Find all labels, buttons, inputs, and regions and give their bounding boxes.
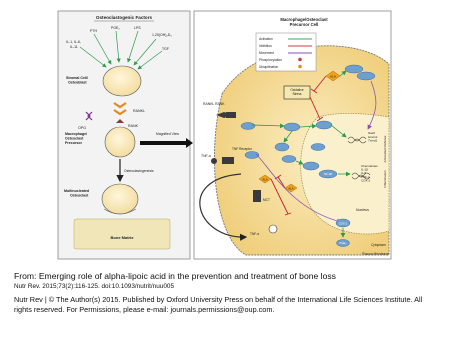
factor-il-11: IL-11	[70, 45, 78, 49]
factor-vitamin-d: 1,25(OH)₂D₃	[152, 33, 172, 37]
inflammation-genes: Chemokines IL-1β IL-6 TNF-α COX-2	[361, 164, 378, 183]
factor-lps: LPS	[134, 26, 141, 30]
rank-label-left: RANK	[128, 124, 138, 128]
bone-matrix-label: Bone Matrix	[110, 235, 134, 240]
oxidative-stress-label: Oxidative Stress	[290, 88, 304, 96]
tnf-alpha-label-bottom: TNF-α	[250, 232, 260, 236]
nf-kb-label: NF-κB	[324, 172, 332, 176]
ala-label-top: ALA	[330, 74, 336, 79]
rankl-rank-label: RANKL RANK	[203, 102, 225, 106]
caption-rights: Nutr Rev | © The Author(s) 2015. Published by Oxford University Press on behalf of the International Life Sciences Institute. All rights reserved. For Permissions, please e-mail: journals.permissions@oup.com.	[14, 295, 423, 314]
right-cell-title: Macrophage/Osteoclast Precursor Cell	[280, 17, 328, 27]
legend-swatch-3	[298, 58, 302, 62]
factor-tgf: TGF	[162, 47, 169, 51]
legend-label-2: Movement	[259, 51, 274, 55]
legend-label-4: Ubiquitination	[259, 65, 279, 69]
osteoclastogenic-factors-title: Osteoclastogenic Factors	[95, 15, 153, 20]
figure-caption	[14, 271, 442, 314]
magnified-view-label: Magnified View	[156, 132, 179, 136]
tnf-alpha-ligand	[211, 158, 217, 164]
precursor-cell	[105, 127, 135, 157]
antioxidant-genes: Sod2 Hmox1 Txnrd1	[368, 131, 378, 143]
cox2-label: COX-2	[338, 221, 348, 226]
rankl-label: RANKL	[133, 109, 145, 113]
stromal-cell-label: Stromal Cell/ Osteoblast	[66, 76, 88, 85]
legend-label-3: Phosphorylation	[259, 58, 282, 62]
tnf-alpha-label-top: TNF-α	[201, 154, 211, 158]
ala-label-mid: ALA	[288, 186, 294, 191]
osteoclastogenesis-label: Osteoclastogenesis	[124, 169, 154, 173]
factor-pge2: PGE₂	[111, 26, 120, 30]
caption-title: From: Emerging role of alpha-lipoic acid in the prevention and treatment of bone loss	[14, 271, 336, 281]
factor-il-1-il-6: IL-1, IL-6,	[66, 40, 81, 44]
legend-swatch-4	[298, 65, 302, 69]
factor-pth: PTH	[90, 29, 97, 33]
tnf-receptor	[222, 157, 234, 164]
tnf-receptor-label: TNF Receptor	[232, 147, 253, 151]
mct-label: MCT	[263, 198, 270, 202]
stromal-cell	[103, 66, 141, 96]
legend-label-1: Inhibition	[259, 44, 272, 48]
bone-matrix	[74, 219, 170, 249]
nucleus-label: Nucleus	[356, 208, 369, 212]
multinucleated-osteoclast	[102, 184, 138, 214]
antioxidant-defense-label: Antioxidant Defense	[383, 135, 387, 163]
mct-transporter	[253, 190, 261, 202]
pge2-label: PGE₂	[339, 241, 347, 246]
bone-loss-pathway-figure	[56, 9, 393, 263]
opg-label: OPG	[78, 126, 86, 130]
cytoplasm-label: Cytoplasm	[371, 243, 387, 247]
plasma-membrane-label: Plasma Membrane	[362, 252, 389, 256]
legend	[256, 33, 316, 71]
caption-citation: Nutr Rev. 2015;73(2):116-125. doi:10.1093/nutrit/nuu005	[14, 283, 174, 290]
legend-label-0: Activation	[259, 37, 273, 41]
tnf-alpha-bottom-node	[269, 225, 277, 233]
precursor-label: Macrophage/ Osteoclast Precursor	[65, 132, 88, 145]
traf6-node	[241, 123, 255, 130]
multinucleated-label: Multinucleated Osteoclast	[64, 189, 90, 198]
ala-label-left: ALA	[262, 177, 268, 182]
inflammation-label: Inflammation	[383, 170, 387, 188]
